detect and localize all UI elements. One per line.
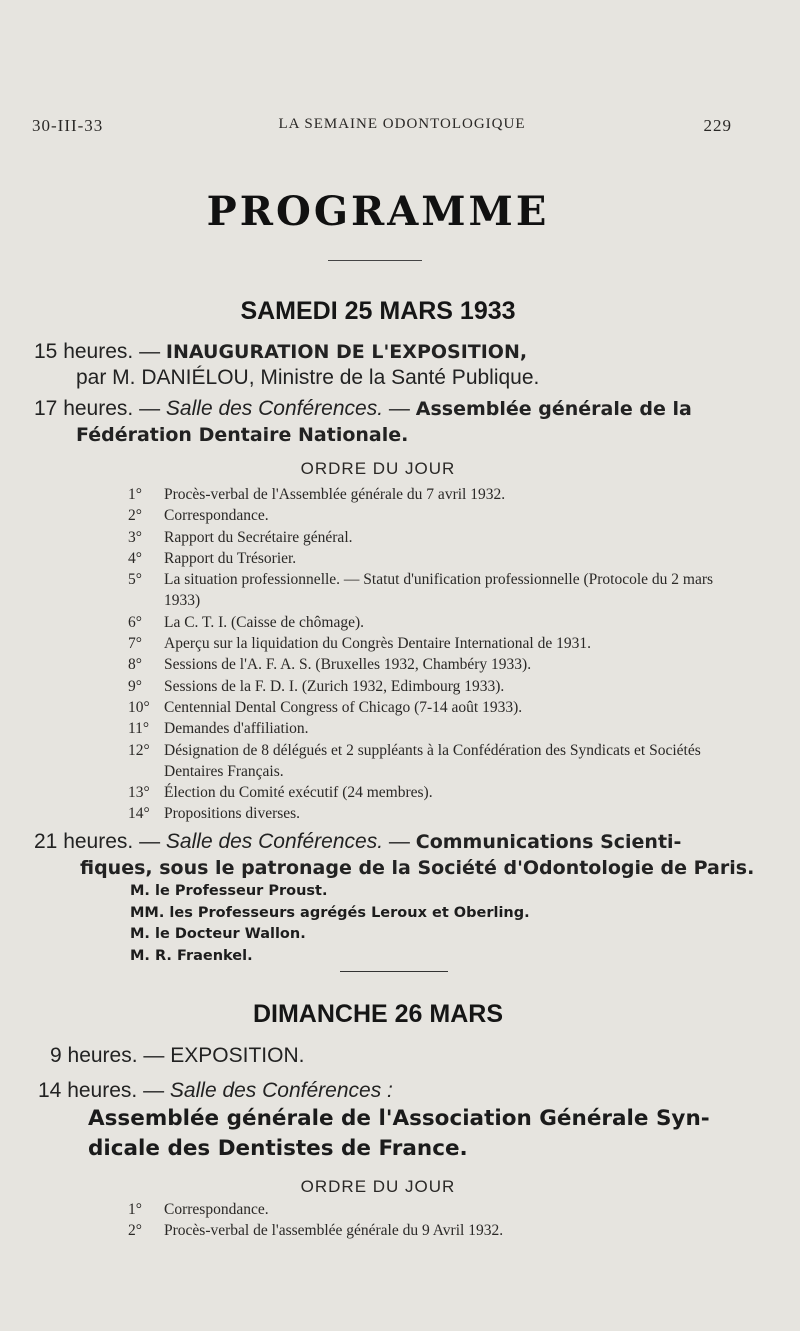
session-title: INAUGURATION DE L'EXPOSITION,	[165, 341, 528, 363]
speaker: MM. les Professeurs agrégés Leroux et Oberling.	[130, 904, 530, 921]
agenda-item: 3° Rapport du Secrétaire général.	[128, 528, 353, 546]
page-title: PROGRAMME	[206, 188, 550, 235]
agenda-item: 1° Procès-verbal de l'Assemblée générale du 7 avril 1932.	[128, 486, 506, 503]
agenda-item: 13° Élection du Comité exécutif (24 membres).	[128, 784, 433, 802]
assembly-title-line2: dicale des Dentistes de France.	[88, 1136, 468, 1161]
agenda-item: 11° Demandes d'affiliation.	[128, 720, 309, 738]
header-page-number: 229	[703, 116, 732, 135]
agenda-list-2	[128, 1199, 738, 1242]
agenda-item: 10° Centennial Dental Congress of Chicago (7-14 août 1933).	[128, 698, 523, 716]
speaker: M. R. Fraenkel.	[130, 947, 253, 964]
agenda-item: 4° Rapport du Trésorier.	[128, 549, 297, 567]
agenda-item: 8° Sessions de l'A. F. A. S. (Bruxelles 1932, Chambéry 1933).	[128, 656, 532, 674]
session-title: EXPOSITION.	[170, 1044, 305, 1067]
speaker: M. le Professeur Proust.	[130, 883, 328, 899]
day1-session-17h	[34, 396, 780, 448]
agenda-item: 14° Propositions diverses.	[128, 805, 301, 823]
session-time: 9 heures. —	[50, 1044, 165, 1067]
session-dash: —	[388, 397, 410, 420]
agenda-item: 2° Procès-verbal de l'assemblée générale du 9 Avril 1932.	[128, 1222, 504, 1240]
session-room: Salle des Conférences :	[169, 1079, 393, 1102]
session-time: 21 heures. —	[34, 830, 161, 853]
session-time: 15 heures. —	[34, 340, 161, 363]
session-time: 14 heures. —	[38, 1079, 165, 1102]
day1-session-15h	[34, 339, 780, 391]
session-title: Communications Scienti-	[415, 831, 682, 853]
speaker: M. le Docteur Wallon.	[130, 926, 306, 942]
session-time: 17 heures. —	[34, 397, 161, 420]
day2-heading: DIMANCHE 26 MARS	[252, 1000, 504, 1028]
session-room: Salle des Conférences.	[165, 397, 384, 420]
session-dash: —	[388, 830, 410, 853]
day1-heading: SAMEDI 25 MARS 1933	[240, 297, 516, 325]
section-divider	[340, 971, 448, 972]
session-title: Assemblée générale de la	[415, 398, 692, 420]
agenda-item: 7° Aperçu sur la liquidation du Congrès Dentaire International de 1931.	[128, 635, 591, 653]
agenda-item: 12° Désignation de 8 délégués et 2 suppléants à la Confédération des Syndicats et Sociétés Dentaires Français.	[128, 741, 701, 780]
speaker-list	[130, 881, 530, 967]
agenda-item: 1° Correspondance.	[128, 1201, 269, 1218]
ornament-divider	[328, 260, 422, 261]
session-title-cont: Fédération Dentaire Nationale.	[76, 424, 409, 446]
session-detail: par M. DANIÉLOU, Ministre de la Santé Publique.	[76, 366, 540, 389]
day1-session-21h	[34, 829, 780, 881]
day2-session-14h	[38, 1078, 780, 1104]
ordre-du-jour-2: ORDRE DU JOUR	[300, 1177, 456, 1196]
agenda-item: 5° La situation professionnelle. — Statut d'unification professionnelle (Protocole du 2 mars 1933)	[128, 571, 714, 610]
session-room: Salle des Conférences.	[165, 830, 384, 853]
header-journal: LA SEMAINE ODONTOLOGIQUE	[278, 116, 526, 132]
agenda-item: 2° Correspondance.	[128, 507, 269, 525]
agenda-list-1	[128, 484, 738, 825]
session-title-cont: fiques, sous le patronage de la Société d'Odontologie de Paris.	[80, 857, 755, 879]
header-date: 30-III-33	[32, 116, 104, 135]
agenda-item: 9° Sessions de la F. D. I. (Zurich 1932, Edimbourg 1933).	[128, 677, 505, 695]
assembly-title-line1: Assemblée générale de l'Association Générale Syn-	[88, 1106, 710, 1131]
day2-assembly-title	[88, 1104, 780, 1164]
day2-session-9h	[50, 1043, 780, 1069]
ordre-du-jour-1: ORDRE DU JOUR	[300, 459, 456, 478]
agenda-item: 6° La C. T. I. (Caisse de chômage).	[128, 613, 365, 631]
